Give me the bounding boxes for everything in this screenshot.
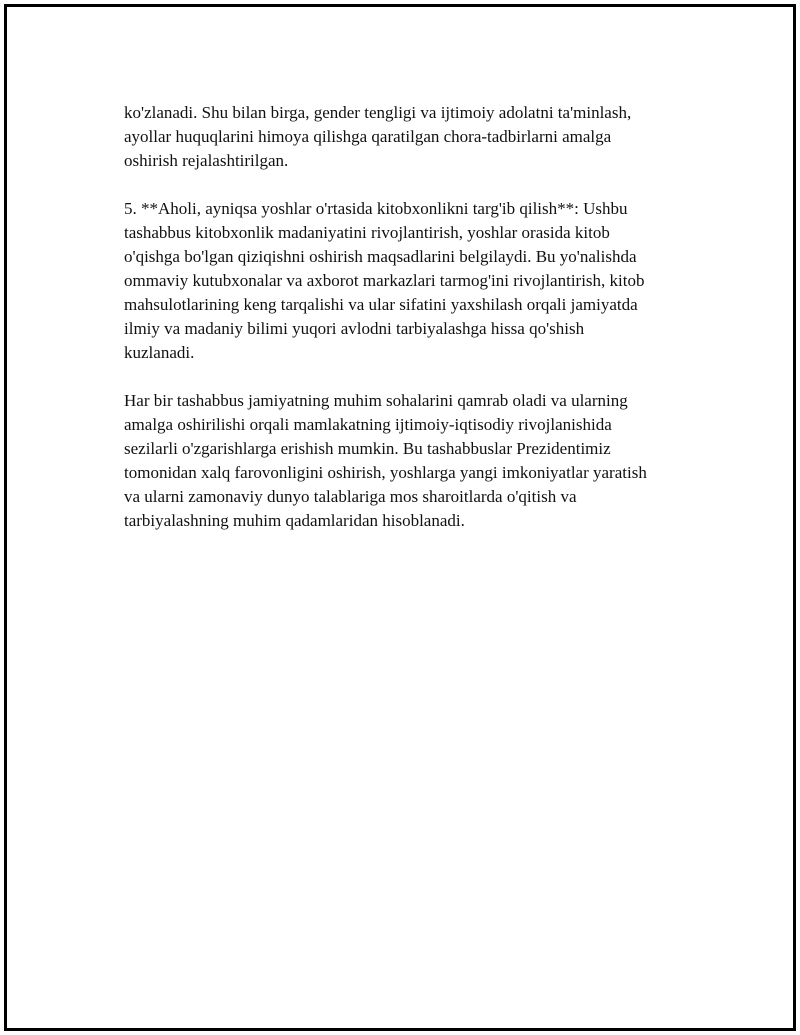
page-frame — [4, 4, 796, 1031]
paragraph-reading-promotion: 5. **Aholi, ayniqsa yoshlar o'rtasida kitobxonlikni targ'ib qilish**: Ushbu tashabbus kitobxonlik madaniyatini rivojlantirish, yoshlar orasida kitob o'qishga bo'lgan qiziqishni oshirish maqsadlarini belgilaydi. Bu yo'nalishda ommaviy kutubxonalar va axborot markazlari tarmog'ini rivojlantirish, kitob mahsulotlarining keng tarqalishi va ular sifatini yaxshilash orqali jamiyatda ilmiy va madaniy bilimi yuqori avlodni tarbiyalashga hissa qo'shish kuzlanadi. — [124, 199, 645, 362]
document-body — [124, 101, 704, 557]
paragraph-summary: Har bir tashabbus jamiyatning muhim sohalarini qamrab oladi va ularning amalga oshirilishi orqali mamlakatning ijtimoiy-iqtisodiy rivojlanishida sezilarli o'zgarishlarga erishish mumkin. Bu tashabbuslar Prezidentimiz tomonidan xalq farovonligini oshirish, yoshlarga yangi imkoniyatlar yaratish va ularni zamonaviy dunyo talablariga mos sharoitlarda o'qitish va tarbiyalashning muhim qadamlaridan hisoblanadi. — [124, 391, 647, 530]
paragraph-women-rights: ko'zlanadi. Shu bilan birga, gender tengligi va ijtimoiy adolatni ta'minlash, ayollar huquqlarini himoya qilishga qaratilgan chora-tadbirlarni amalga oshirish rejalashtirilgan. — [124, 103, 632, 170]
